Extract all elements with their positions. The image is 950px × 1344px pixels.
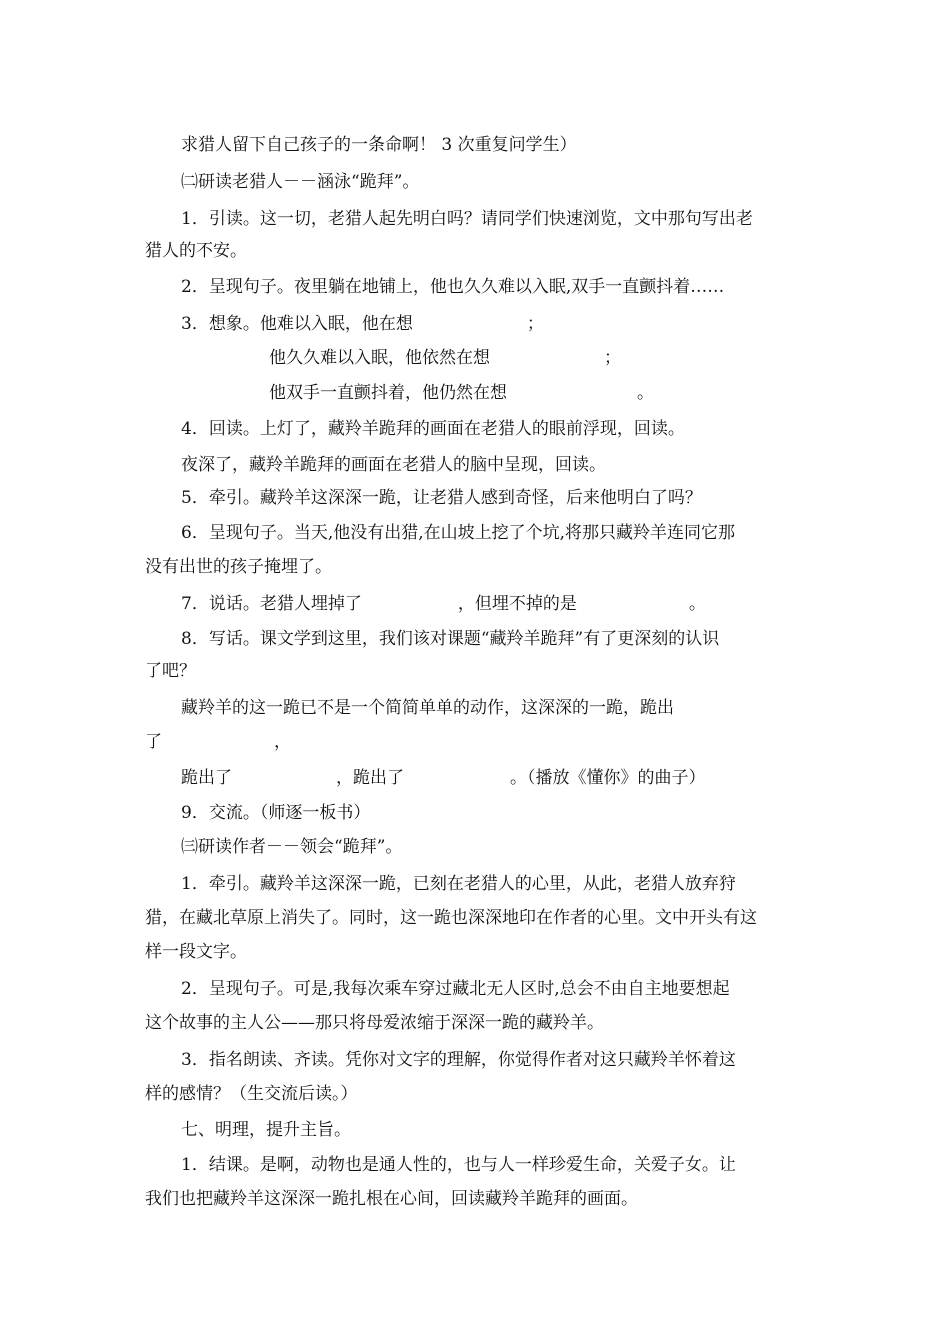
- text-line: 1．牵引。藏羚羊这深深一跪，已刻在老猎人的心里，从此，老猎人放弃狩: [181, 874, 736, 894]
- text-line: 1．结课。是啊，动物也是通人性的，也与人一样珍爱生命，关爱子女。让: [181, 1155, 736, 1175]
- text-line: 样一段文字。: [145, 942, 247, 962]
- text-line: [181, 766, 810, 790]
- text-line: 1．引读。这一切，老猎人起先明白吗？请同学们快速浏览，文中那句写出老: [181, 209, 753, 229]
- text-line: 2．呈现句子。可是,我每次乘车穿过藏北无人区时,总会不由自主地要想起: [181, 979, 730, 999]
- text-line: 猎人的不安。: [145, 241, 247, 261]
- text-line: [181, 592, 810, 616]
- text-line: 3．指名朗读、齐读。凭你对文字的理解，你觉得作者对这只藏羚羊怀着这: [181, 1050, 736, 1070]
- section-heading: ㈢研读作者－－领会“跪拜”。: [181, 837, 403, 857]
- text-segment: 跪出了: [181, 768, 232, 788]
- text-line: 4．回读。上灯了，藏羚羊跪拜的画面在老猎人的眼前浮现，回读。: [181, 419, 685, 439]
- text-segment: ，: [274, 732, 291, 752]
- text-line: 样的感情？（生交流后读。）: [145, 1084, 358, 1104]
- text-segment: 他久久难以入眠，他依然在想: [269, 348, 490, 368]
- text-segment: 3．想象。他难以入眠，他在想: [181, 314, 413, 334]
- section-heading: ㈡研读老猎人－－涵泳“跪拜”。: [181, 172, 420, 192]
- text-line: 了吧？: [145, 661, 196, 681]
- text-segment: ；: [604, 348, 621, 368]
- text-segment: ，跪出了: [336, 768, 404, 788]
- text-line: 9．交流。（师逐一板书）: [181, 803, 371, 823]
- text-segment: ，但埋不掉的是: [457, 594, 577, 614]
- text-line: 没有出世的孩子掩埋了。: [145, 557, 332, 577]
- text-segment: 。（播放《懂你》的曲子）: [510, 768, 706, 788]
- text-line: 我们也把藏羚羊这深深一跪扎根在心间，回读藏羚羊跪拜的画面。: [145, 1189, 638, 1209]
- text-line: 猎，在藏北草原上消失了。同时，这一跪也深深地印在作者的心里。文中开头有这: [145, 908, 757, 928]
- text-line: [269, 346, 810, 370]
- text-segment: 了: [145, 732, 162, 752]
- text-line: 求猎人留下自己孩子的一条命啊！ 3 次重复问学生）: [181, 135, 577, 155]
- text-segment: 。: [688, 594, 706, 614]
- text-line: [145, 730, 810, 754]
- text-line: 藏羚羊的这一跪已不是一个简简单单的动作，这深深的一跪，跪出: [181, 698, 674, 718]
- text-line: [269, 381, 810, 405]
- text-line: 6．呈现句子。当天,他没有出猎,在山坡上挖了个坑,将那只藏羚羊连同它那: [181, 523, 736, 543]
- text-line: 5．牵引。藏羚羊这深深一跪，让老猎人感到奇怪，后来他明白了吗？: [181, 488, 702, 508]
- text-segment: 7．说话。老猎人埋掉了: [181, 594, 362, 614]
- text-segment: 他双手一直颤抖着，他仍然在想: [269, 383, 507, 403]
- text-line: 2．呈现句子。夜里躺在地铺上，他也久久难以入眠,双手一直颤抖着……: [181, 277, 725, 297]
- text-line: 夜深了，藏羚羊跪拜的画面在老猎人的脑中呈现，回读。: [181, 455, 606, 475]
- section-heading: 七、明理，提升主旨。: [181, 1120, 351, 1140]
- text-line: 8．写话。课文学到这里，我们该对课题“藏羚羊跪拜”有了更深刻的认识: [181, 629, 720, 649]
- text-line: [181, 312, 810, 336]
- text-line: 这个故事的主人公——那只将母爱浓缩于深深一跪的藏羚羊。: [145, 1013, 604, 1033]
- text-segment: ；: [526, 314, 544, 334]
- text-segment: 。: [637, 383, 654, 403]
